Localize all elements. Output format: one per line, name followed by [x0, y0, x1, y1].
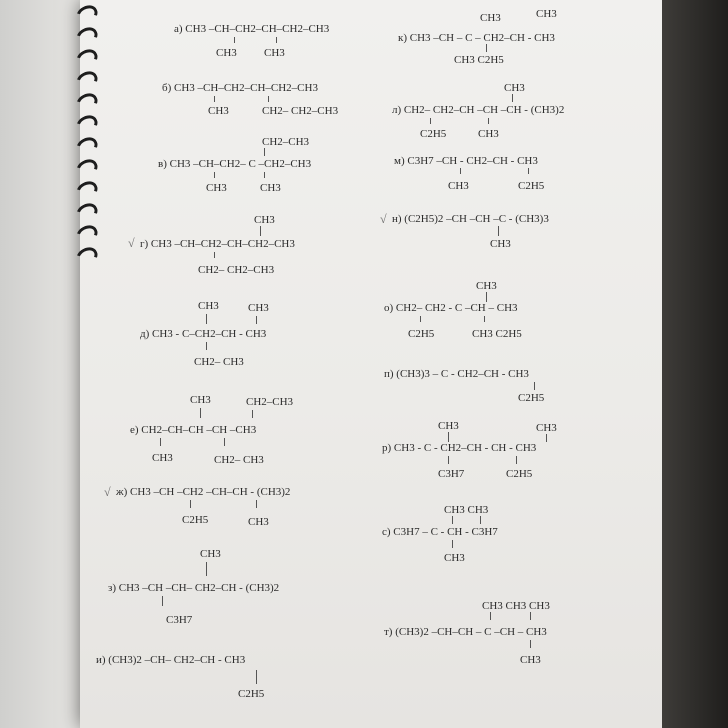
bond: [160, 438, 161, 446]
bond: [224, 438, 225, 446]
formula-l-sub2: CH3: [478, 128, 499, 140]
bond: [200, 408, 201, 418]
formula-s-main: с) C3H7 – C - CH - C3H7: [382, 526, 498, 538]
formula-t-top: CH3 CH3 CH3: [482, 600, 550, 612]
formula-a-sub1: CH3: [216, 47, 237, 59]
formula-zh-sub1: C2H5: [182, 514, 209, 526]
formula-i-main: и) (CH3)2 –CH– CH2–CH - CH3: [96, 654, 246, 666]
formula-n-sub1: CH3: [490, 238, 511, 250]
formula-e-sub1: CH3: [152, 452, 173, 464]
bond: [252, 410, 253, 418]
formula-r-sub2: C2H5: [506, 468, 533, 480]
formula-o-main: о) CH2– CH2 - C –CH – CH3: [384, 302, 518, 314]
formula-a-main: а) CH3 –CH–CH2–CH–CH2–CH3: [174, 23, 330, 35]
formula-i-sub1: C2H5: [238, 688, 265, 700]
formula-z-sub1: C3H7: [166, 614, 193, 626]
formula-p-sub1: C2H5: [518, 392, 545, 404]
formula-zh-main: ж) CH3 –CH –CH2 –CH–CH - (CH3)2: [116, 486, 291, 498]
check-mark-icon: √: [128, 236, 135, 250]
formula-s-sub1: CH3: [444, 552, 465, 564]
formula-g-main: г) CH3 –CH–CH2–CH–CH2–CH3: [140, 238, 295, 250]
formula-r-main: р) CH3 - C - CH2–CH - CH - CH3: [382, 442, 537, 454]
formula-k-sub1: CH3 C2H5: [454, 54, 504, 66]
bond: [214, 96, 215, 102]
formula-m-sub1: CH3: [448, 180, 469, 192]
bond: [528, 168, 529, 174]
bond: [546, 434, 547, 442]
bond: [430, 118, 431, 124]
formula-d-sub1: CH2– CH3: [194, 356, 244, 368]
bond: [534, 382, 535, 390]
formula-v-sub2: CH3: [260, 182, 281, 194]
bond: [486, 292, 487, 302]
bond: [452, 516, 453, 524]
bond: [260, 226, 261, 236]
bond: [214, 172, 215, 178]
bond: [264, 172, 265, 178]
formula-o-sub1: C2H5: [408, 328, 435, 340]
bond: [190, 500, 191, 508]
formula-k-main: к) CH3 –CH – C – CH2–CH - CH3: [398, 32, 555, 44]
formula-b-main: б) CH3 –CH–CH2–CH–CH2–CH3: [162, 82, 318, 94]
formula-r-top2: CH3: [536, 422, 557, 434]
bond: [206, 562, 207, 576]
formula-d-top2: CH3: [248, 302, 269, 314]
formula-r-sub1: C3H7: [438, 468, 465, 480]
bond: [530, 612, 531, 620]
formula-d-main: д) CH3 - C–CH2–CH - CH3: [140, 328, 267, 340]
bond: [516, 456, 517, 464]
bond: [448, 432, 449, 442]
formula-t-main: т) (CH3)2 –CH–CH – C –CH – CH3: [384, 626, 547, 638]
formula-v-top: CH2–CH3: [262, 136, 310, 148]
formula-k-top1: CH3: [480, 12, 501, 24]
formula-b-sub2: CH2– CH2–CH3: [262, 105, 339, 117]
formula-l-main: л) CH2– CH2–CH –CH –CH - (CH3)2: [392, 104, 565, 116]
bond: [530, 640, 531, 648]
formula-r-top1: CH3: [438, 420, 459, 432]
formula-e-top2: CH2–CH3: [246, 396, 294, 408]
formula-l-sub1: C2H5: [420, 128, 447, 140]
formula-p-main: п) (CH3)3 – C - CH2–CH - CH3: [384, 368, 529, 380]
formula-n-main: н) (C2H5)2 –CH –CH –C - (CH3)3: [392, 213, 549, 225]
formula-e-main: е) CH2–CH–CH –CH –CH3: [130, 424, 257, 436]
bond: [264, 148, 265, 156]
formula-e-sub2: CH2– CH3: [214, 454, 264, 466]
formula-t-sub1: CH3: [520, 654, 541, 666]
formula-zh-sub2: CH3: [248, 516, 269, 528]
bond: [276, 37, 277, 43]
formula-a-sub2: CH3: [264, 47, 285, 59]
formula-l-top: CH3: [504, 82, 525, 94]
formula-s-top: CH3 CH3: [444, 504, 489, 516]
bond: [206, 314, 207, 324]
bond: [490, 612, 491, 620]
background-right: [662, 0, 728, 728]
formula-d-top1: CH3: [198, 300, 219, 312]
bond: [498, 226, 499, 236]
formula-m-sub2: C2H5: [518, 180, 545, 192]
bond: [488, 118, 489, 124]
formula-k-top2: CH3: [536, 8, 557, 20]
formula-v-sub1: CH3: [206, 182, 227, 194]
bond: [480, 516, 481, 524]
bond: [420, 316, 421, 322]
bond: [268, 96, 269, 102]
bond: [452, 540, 453, 548]
bond: [234, 37, 235, 43]
bond: [162, 596, 163, 606]
formula-z-top: CH3: [200, 548, 221, 560]
bond: [484, 316, 485, 322]
formula-o-sub2: CH3 C2H5: [472, 328, 522, 340]
bond: [206, 342, 207, 350]
bond: [512, 94, 513, 102]
formula-v-main: в) CH3 –CH–CH2– C –CH2–CH3: [158, 158, 312, 170]
check-mark-icon: √: [104, 485, 111, 499]
bond: [448, 456, 449, 464]
bond: [460, 168, 461, 174]
formula-b-sub1: CH3: [208, 105, 229, 117]
formula-z-main: з) CH3 –CH –CH– CH2–CH - (CH3)2: [108, 582, 280, 594]
bond: [486, 44, 487, 52]
formula-g-sub1: CH2– CH2–CH3: [198, 264, 275, 276]
check-mark-icon: √: [380, 212, 387, 226]
formula-m-main: м) C3H7 –CH - CH2–CH - CH3: [394, 155, 538, 167]
formula-e-top1: CH3: [190, 394, 211, 406]
notebook-edge: [0, 0, 80, 728]
bond: [214, 252, 215, 258]
bond: [256, 316, 257, 324]
formula-o-top: CH3: [476, 280, 497, 292]
bond: [256, 500, 257, 508]
bond: [256, 670, 257, 684]
formula-g-top: CH3: [254, 214, 275, 226]
